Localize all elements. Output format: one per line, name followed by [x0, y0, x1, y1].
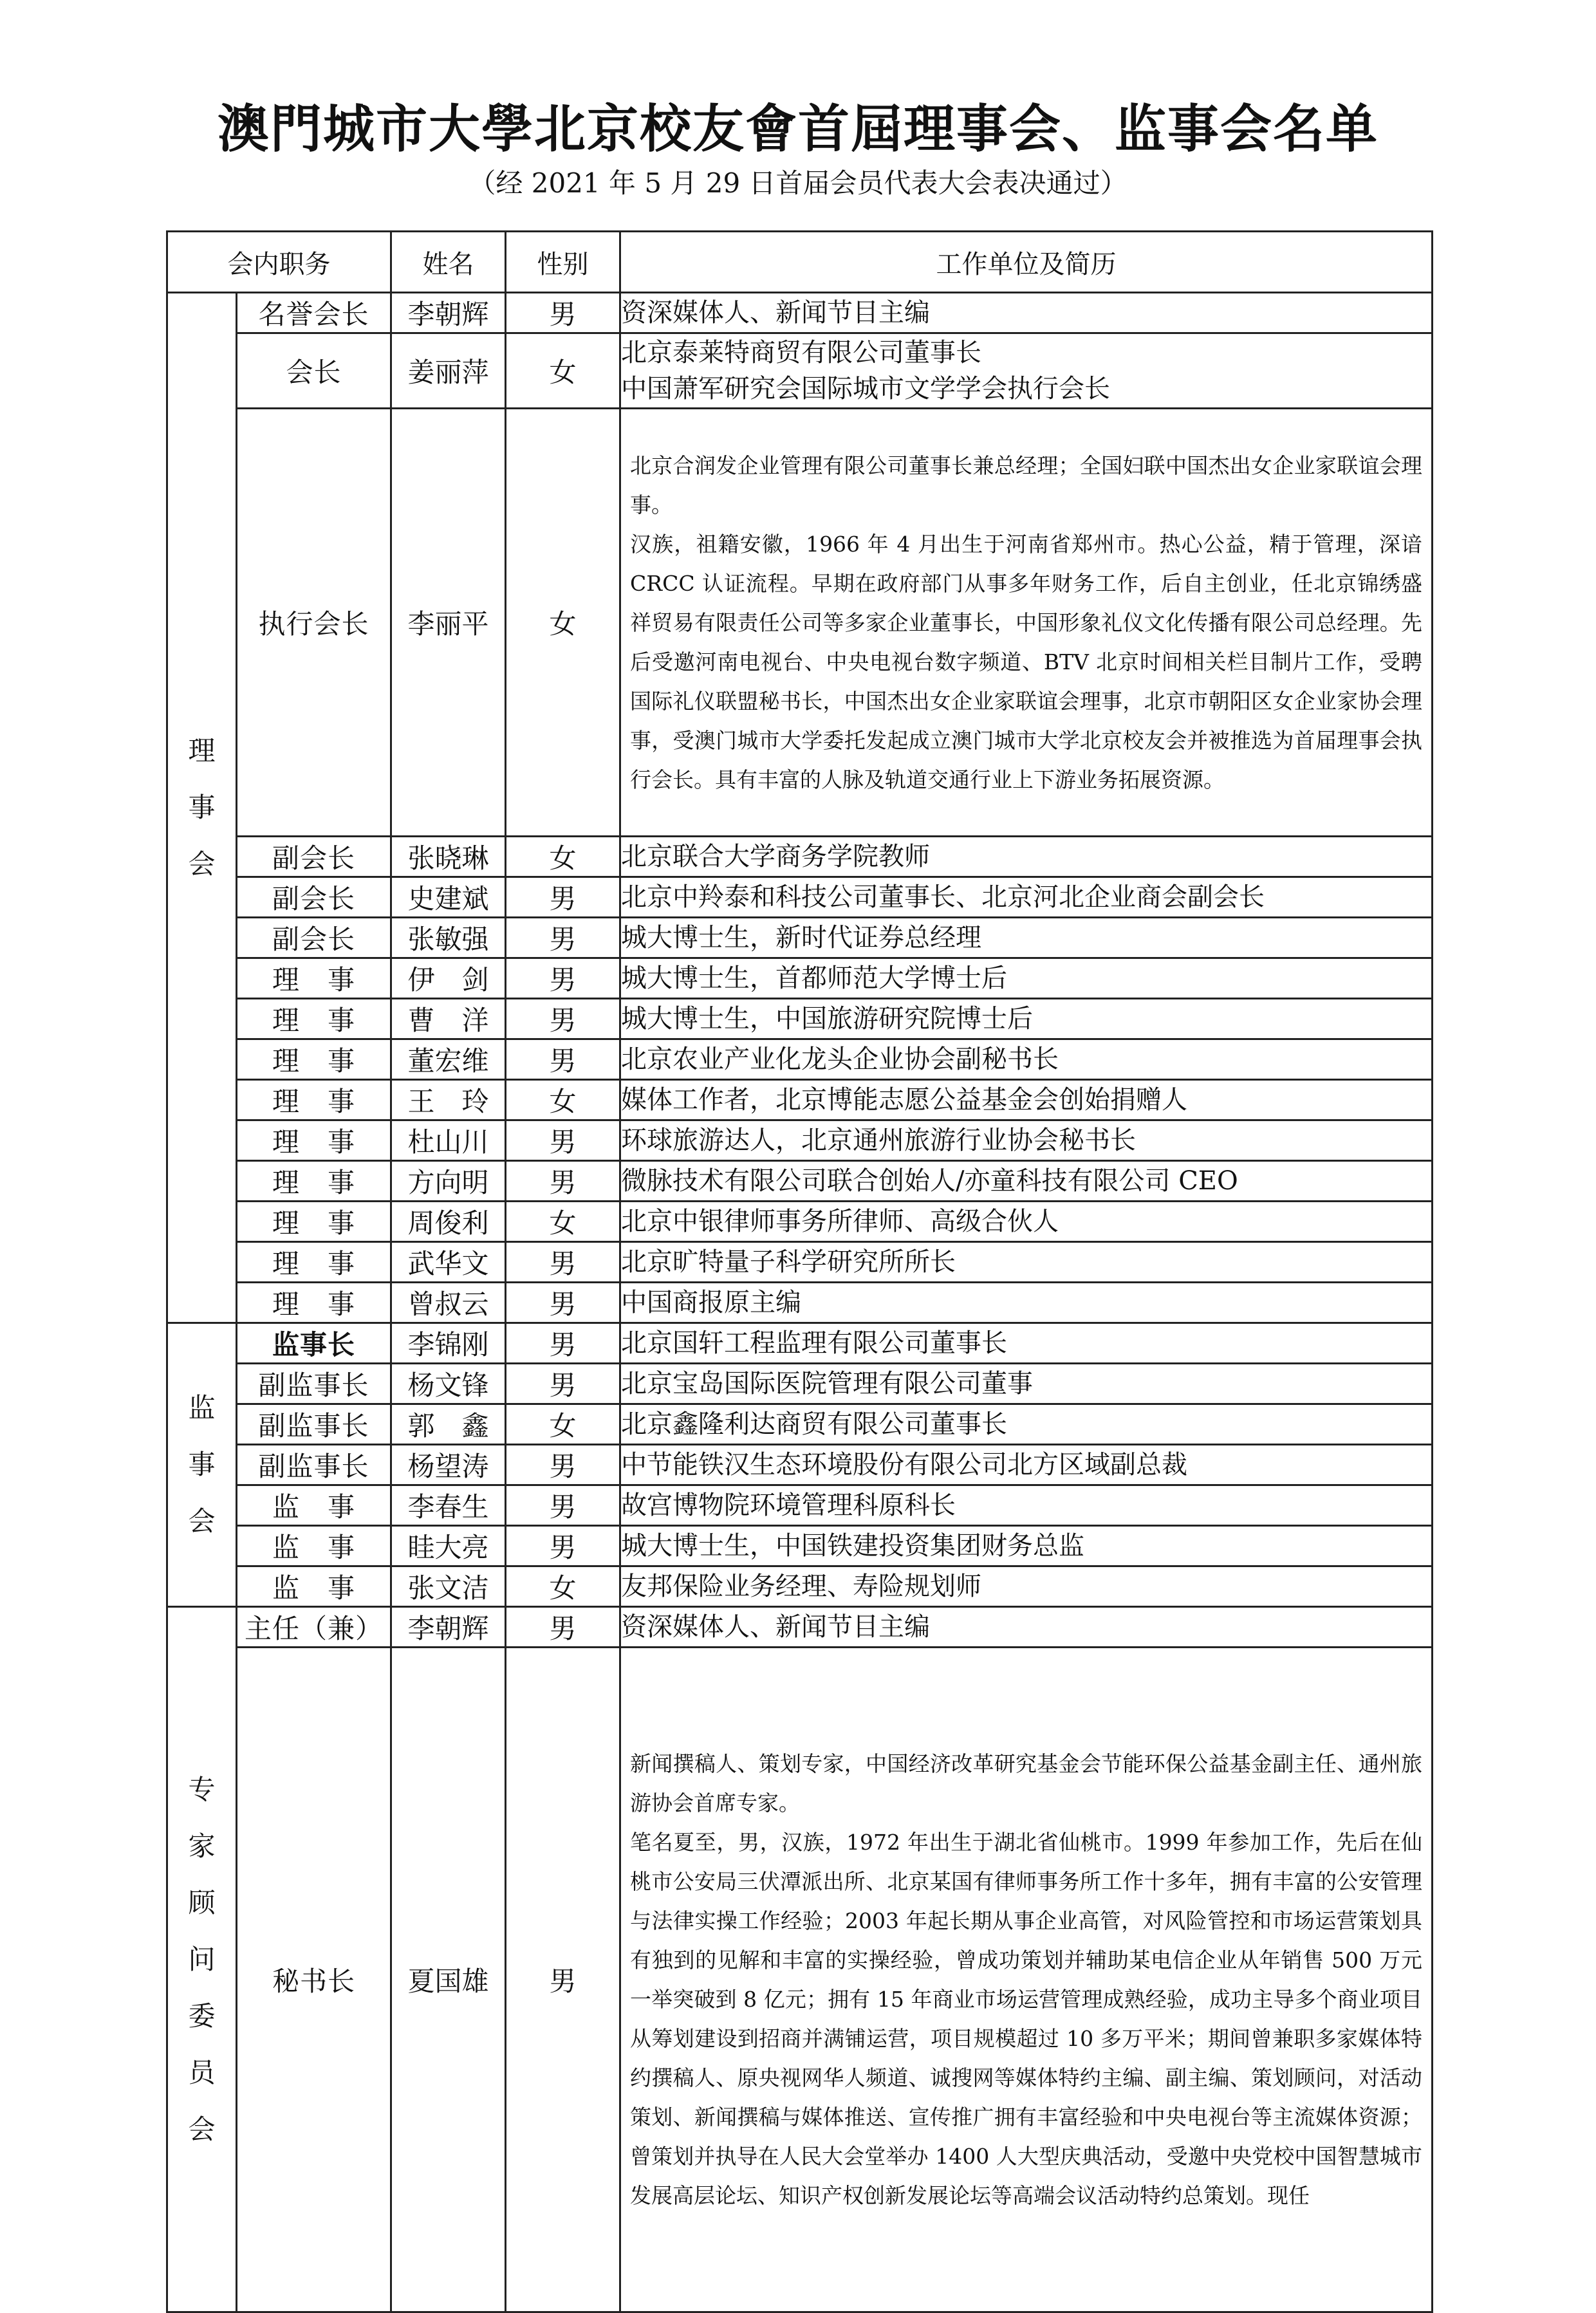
table-row	[167, 1485, 1433, 1526]
table-row	[167, 1607, 1433, 1648]
member-bio-line: 北京国轩工程监理有限公司董事长	[621, 1328, 1007, 1358]
section-label-char: 员	[188, 2056, 216, 2088]
col-header-role: 会内职务	[167, 232, 391, 293]
member-bio	[620, 1648, 1433, 2312]
section-label-char: 监	[188, 1392, 216, 1424]
section-label-char: 问	[188, 1943, 216, 1975]
member-role: 副会长	[237, 837, 391, 877]
member-name: 张文洁	[391, 1566, 506, 1607]
member-gender: 男	[506, 1283, 620, 1323]
member-bio-line: 中国商报原主编	[621, 1288, 801, 1317]
section-label-char: 事	[188, 1449, 216, 1480]
member-bio	[620, 877, 1433, 918]
table-row	[167, 409, 1433, 837]
table-row	[167, 1202, 1433, 1242]
member-gender: 女	[506, 1404, 620, 1445]
member-role: 理 事	[237, 1161, 391, 1202]
member-gender: 男	[506, 958, 620, 999]
member-bio-line: 中节能铁汉生态环境股份有限公司北方区域副总裁	[621, 1450, 1187, 1480]
table-row	[167, 877, 1433, 918]
member-gender: 女	[506, 837, 620, 877]
member-bio-line: 友邦保险业务经理、寿险规划师	[621, 1572, 981, 1601]
member-name: 杨望涛	[391, 1445, 506, 1485]
member-name: 史建斌	[391, 877, 506, 918]
member-role: 理 事	[237, 1120, 391, 1161]
member-bio	[620, 1080, 1433, 1120]
member-bio	[620, 1283, 1433, 1323]
member-bio	[620, 333, 1433, 409]
document-title: 澳門城市大學北京校友會首屆理事会、监事会名单	[218, 98, 1378, 159]
section-label-char: 会	[188, 2113, 216, 2145]
member-bio-line: 汉族，祖籍安徽，1966 年 4 月出生于河南省郑州市。热心公益，精于管理，深谙 CRCC 认证流程。早期在政府部门从事多年财务工作，后自主创业，任北京锦绣盛祥贸易有限责任公司等多家企业董事长，中国形象礼仪文化传播有限公司总经理。先后受邀河南电视台、中央电视台数字频道、BTV 北京时间相关栏目制片工作，受聘国际礼仪联盟秘书长，中国杰出女企业家联谊会理事，北京市朝阳区女企业家协会理事，受澳门城市大学委托发起成立澳门城市大学北京校友会并被推选为首届理事会执行会长。具有丰富的人脉及轨道交通行业上下游业务拓展资源。	[630, 531, 1422, 792]
member-bio	[620, 958, 1433, 999]
member-bio	[620, 1161, 1433, 1202]
member-bio-line: 北京农业产业化龙头企业协会副秘书长	[621, 1045, 1059, 1074]
member-bio-line: 城大博士生，中国铁建投资集团财务总监	[621, 1531, 1084, 1561]
member-role: 理 事	[237, 1080, 391, 1120]
member-bio-line: 北京泰莱特商贸有限公司董事长	[621, 338, 981, 367]
roster-table	[166, 230, 1433, 2313]
member-bio-line: 笔名夏至，男，汉族，1972 年出生于湖北省仙桃市。1999 年参加工作，先后在仙桃市公安局三伏潭派出所、北京某国有律师事务所工作十多年，拥有丰富的公安管理与法律实操工作经验；2003 年起长期从事企业高管，对风险管控和市场运营策划具有独到的见解和丰富的实操经验，曾成功策划并辅助某电信企业从年销售 500 万元一举突破到 8 亿元；拥有 15 年商业市场运营管理成熟经验，成功主导多个商业项目从筹划建设到招商并满铺运营，项目规模超过 10 多万平米；期间曾兼职多家媒体特约撰稿人、原央视网华人频道、诚搜网等媒体特约主编、副主编、策划顾问，对活动策划、新闻撰稿与媒体推送、宣传推广拥有丰富经验和中央电视台等主流媒体资源；曾策划并执导在人民大会堂举办 1400 人大型庆典活动，受邀中央党校中国智慧城市发展高层论坛、知识产权创新发展论坛等高端会议活动特约总策划。现任	[630, 1830, 1422, 2208]
member-bio	[620, 1364, 1433, 1404]
member-bio-line: 北京合润发企业管理有限公司董事长兼总经理；全国妇联中国杰出女企业家联谊会理事。	[630, 452, 1422, 517]
member-bio-line: 北京旷特量子科学研究所所长	[621, 1247, 956, 1277]
member-bio	[620, 1485, 1433, 1526]
table-row	[167, 1526, 1433, 1566]
table-row	[167, 1080, 1433, 1120]
table-row	[167, 1404, 1433, 1445]
member-gender: 男	[506, 1526, 620, 1566]
member-bio	[620, 1566, 1433, 1607]
table-row	[167, 1161, 1433, 1202]
member-gender: 男	[506, 1485, 620, 1526]
member-bio	[620, 1242, 1433, 1283]
member-role: 副会长	[237, 877, 391, 918]
table-row	[167, 333, 1433, 409]
table-row	[167, 1648, 1433, 2312]
member-name: 姜丽萍	[391, 333, 506, 409]
member-name: 董宏维	[391, 1039, 506, 1080]
member-name: 杜山川	[391, 1120, 506, 1161]
member-role: 理 事	[237, 1202, 391, 1242]
member-bio-line: 资深媒体人、新闻节目主编	[621, 1612, 930, 1642]
member-bio-line: 中国萧军研究会国际城市文学学会执行会长	[621, 374, 1110, 404]
member-name: 方向明	[391, 1161, 506, 1202]
member-role: 监 事	[237, 1566, 391, 1607]
member-bio	[620, 1607, 1433, 1648]
col-header-gender: 性别	[506, 232, 620, 293]
member-bio-line: 北京中银律师事务所律师、高级合伙人	[621, 1207, 1059, 1236]
member-gender: 女	[506, 1080, 620, 1120]
section-label-char: 会	[188, 1505, 216, 1537]
member-role: 秘书长	[237, 1648, 391, 2312]
member-bio-line: 新闻撰稿人、策划专家，中国经济改革研究基金会节能环保公益基金副主任、通州旅游协会首席专家。	[630, 1751, 1422, 1816]
member-role: 监事长	[237, 1323, 391, 1364]
section-label-char: 会	[188, 848, 216, 880]
member-bio	[620, 1404, 1433, 1445]
member-bio-line: 北京宝岛国际医院管理有限公司董事	[621, 1369, 1033, 1398]
member-name: 伊 剑	[391, 958, 506, 999]
section-label-char: 家	[188, 1830, 216, 1862]
table-row	[167, 1445, 1433, 1485]
member-gender: 男	[506, 918, 620, 958]
table-row	[167, 918, 1433, 958]
table-row	[167, 958, 1433, 999]
member-gender: 男	[506, 1120, 620, 1161]
section-label-char: 顾	[188, 1886, 216, 1918]
member-role: 副监事长	[237, 1445, 391, 1485]
member-name: 夏国雄	[391, 1648, 506, 2312]
member-bio	[620, 837, 1433, 877]
member-bio	[620, 1202, 1433, 1242]
member-bio-line: 媒体工作者，北京博能志愿公益基金会创始捐赠人	[621, 1085, 1187, 1115]
member-name: 张晓琳	[391, 837, 506, 877]
member-role: 理 事	[237, 1242, 391, 1283]
member-name: 李丽平	[391, 409, 506, 837]
table-row	[167, 293, 1433, 333]
member-name: 李朝辉	[391, 293, 506, 333]
member-bio-line: 北京中羚泰和科技公司董事长、北京河北企业商会副会长	[621, 882, 1265, 912]
member-gender: 女	[506, 409, 620, 837]
table-row	[167, 1283, 1433, 1323]
member-role: 主任（兼）	[237, 1607, 391, 1648]
member-name: 李锦刚	[391, 1323, 506, 1364]
member-name: 王 玲	[391, 1080, 506, 1120]
member-name: 张敏强	[391, 918, 506, 958]
member-gender: 男	[506, 1242, 620, 1283]
member-bio	[620, 1120, 1433, 1161]
section-label-char: 事	[188, 792, 216, 823]
member-bio-line: 故宫博物院环境管理科原科长	[621, 1491, 956, 1520]
member-gender: 男	[506, 1161, 620, 1202]
section-label-supervisory	[167, 1323, 237, 1607]
member-bio	[620, 1445, 1433, 1485]
table-row	[167, 1242, 1433, 1283]
member-role: 副监事长	[237, 1404, 391, 1445]
member-gender: 男	[506, 999, 620, 1039]
member-gender: 男	[506, 1364, 620, 1404]
section-label-text	[168, 1380, 236, 1550]
member-name: 曹 洋	[391, 999, 506, 1039]
member-bio	[620, 999, 1433, 1039]
col-header-bio: 工作单位及简历	[620, 232, 1433, 293]
member-gender: 男	[506, 1648, 620, 2312]
member-bio-line: 城大博士生，首都师范大学博士后	[621, 963, 1007, 993]
member-role: 理 事	[237, 1039, 391, 1080]
table-row	[167, 1039, 1433, 1080]
member-gender: 女	[506, 1202, 620, 1242]
section-label-expert	[167, 1607, 237, 2312]
member-gender: 男	[506, 293, 620, 333]
member-gender: 女	[506, 1566, 620, 1607]
document-subtitle: （经 2021 年 5 月 29 日首届会员代表大会表决通过）	[469, 167, 1127, 199]
member-bio-line: 北京联合大学商务学院教师	[621, 842, 930, 871]
member-role: 理 事	[237, 958, 391, 999]
member-role: 监 事	[237, 1526, 391, 1566]
section-label-text	[168, 1761, 236, 2158]
member-bio-line: 城大博士生，新时代证券总经理	[621, 923, 981, 952]
table-row	[167, 1566, 1433, 1607]
member-role: 副会长	[237, 918, 391, 958]
member-role: 理 事	[237, 999, 391, 1039]
section-label-char: 理	[188, 735, 216, 766]
member-bio	[620, 293, 1433, 333]
member-bio-line: 微脉技术有限公司联合创始人/亦童科技有限公司 CEO	[621, 1166, 1238, 1196]
section-label-char: 专	[188, 1773, 216, 1805]
section-label-council	[167, 293, 237, 1323]
col-header-name: 姓名	[391, 232, 506, 293]
member-name: 李春生	[391, 1485, 506, 1526]
member-gender: 男	[506, 1607, 620, 1648]
table-row	[167, 837, 1433, 877]
member-gender: 男	[506, 1039, 620, 1080]
member-role: 监 事	[237, 1485, 391, 1526]
member-name: 眭大亮	[391, 1526, 506, 1566]
member-name: 李朝辉	[391, 1607, 506, 1648]
member-gender: 男	[506, 1323, 620, 1364]
section-label-text	[168, 723, 236, 893]
table-row	[167, 1364, 1433, 1404]
member-bio	[620, 409, 1433, 837]
member-role: 会长	[237, 333, 391, 409]
member-bio-line: 城大博士生，中国旅游研究院博士后	[621, 1004, 1033, 1034]
member-name: 杨文锋	[391, 1364, 506, 1404]
member-name: 郭 鑫	[391, 1404, 506, 1445]
table-row	[167, 999, 1433, 1039]
member-bio	[620, 918, 1433, 958]
member-role: 执行会长	[237, 409, 391, 837]
header-row	[167, 232, 1433, 293]
member-name: 武华文	[391, 1242, 506, 1283]
member-role: 名誉会长	[237, 293, 391, 333]
member-bio	[620, 1526, 1433, 1566]
member-bio	[620, 1039, 1433, 1080]
member-role: 理 事	[237, 1283, 391, 1323]
member-bio-line: 资深媒体人、新闻节目主编	[621, 298, 930, 328]
member-bio-line: 环球旅游达人，北京通州旅游行业协会秘书长	[621, 1126, 1136, 1155]
member-gender: 男	[506, 1445, 620, 1485]
table-row	[167, 1120, 1433, 1161]
member-bio-line: 北京鑫隆利达商贸有限公司董事长	[621, 1409, 1007, 1439]
member-name: 周俊利	[391, 1202, 506, 1242]
member-bio	[620, 1323, 1433, 1364]
member-role: 副监事长	[237, 1364, 391, 1404]
member-name: 曾叔云	[391, 1283, 506, 1323]
member-gender: 男	[506, 877, 620, 918]
section-label-char: 委	[188, 2000, 216, 2032]
table-row	[167, 1323, 1433, 1364]
member-gender: 女	[506, 333, 620, 409]
